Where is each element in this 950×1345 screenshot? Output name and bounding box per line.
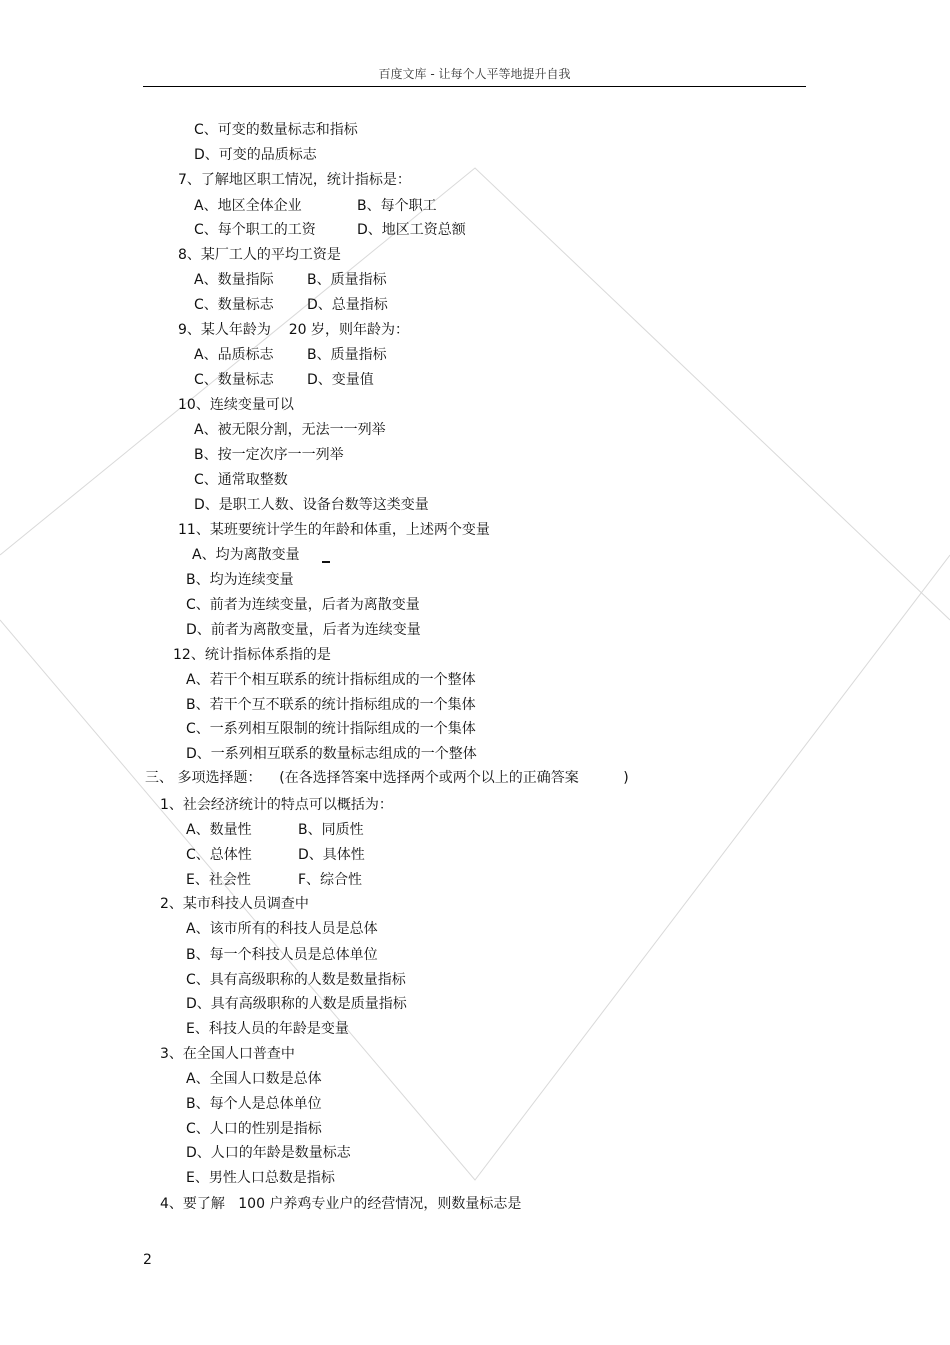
answer-option: A、该市所有的科技人员是总体 — [186, 921, 378, 937]
answer-option: D、总量指标 — [307, 297, 388, 313]
answer-option: F、综合性 — [298, 872, 363, 888]
answer-option: D、具体性 — [298, 847, 365, 863]
answer-option: C、一系列相互限制的统计指际组成的一个集体 — [186, 721, 476, 737]
question-line: 7、了解地区职工情况，统计指标是： — [178, 172, 411, 188]
answer-option: A、数量性 — [186, 822, 252, 838]
answer-option: B、质量指标 — [307, 272, 387, 288]
answer-option: D、具有高级职称的人数是质量指标 — [186, 996, 407, 1012]
answer-option: A、数量指际 — [194, 272, 274, 288]
answer-option: A、品质标志 — [194, 347, 274, 363]
question-line: 8、某厂工人的平均工资是 — [178, 247, 341, 263]
answer-option: B、质量指标 — [307, 347, 387, 363]
question-line: 10、连续变量可以 — [178, 397, 294, 413]
text-cursor-mark — [322, 561, 330, 563]
question-line: 4、要了解 100 户养鸡专业户的经营情况，则数量标志是 — [160, 1196, 522, 1212]
page-header: 百度文库 - 让每个人平等地提升自我 — [143, 64, 806, 87]
answer-option: B、同质性 — [298, 822, 364, 838]
answer-option: C、人口的性别是指标 — [186, 1121, 322, 1137]
answer-option: D、前者为离散变量，后者为连续变量 — [186, 622, 421, 638]
page-number: 2 — [143, 1252, 152, 1268]
answer-option: D、可变的品质标志 — [194, 147, 317, 163]
question-line: 9、某人年龄为 20 岁，则年龄为： — [178, 322, 409, 338]
answer-option: D、变量值 — [307, 372, 374, 388]
answer-option: B、每个职工 — [357, 198, 437, 214]
answer-option: E、男性人口总数是指标 — [186, 1170, 335, 1186]
answer-option: D、一系列相互联系的数量标志组成的一个整体 — [186, 746, 477, 762]
answer-option: B、若干个互不联系的统计指标组成的一个集体 — [186, 697, 476, 713]
answer-option: A、地区全体企业 — [194, 198, 302, 214]
answer-option: C、通常取整数 — [194, 472, 288, 488]
answer-option: C、数量标志 — [194, 372, 274, 388]
answer-option: B、按一定次序一一列举 — [194, 447, 344, 463]
answer-option: C、数量标志 — [194, 297, 274, 313]
answer-option: E、社会性 — [186, 872, 251, 888]
question-line: 2、某市科技人员调查中 — [160, 896, 309, 912]
answer-option: D、地区工资总额 — [357, 222, 466, 238]
section-heading: 三、 多项选择题： (在各选择答案中选择两个或两个以上的正确答案 ) — [145, 770, 629, 786]
answer-option: D、人口的年龄是数量标志 — [186, 1145, 351, 1161]
answer-option: D、是职工人数、设备台数等这类变量 — [194, 497, 429, 513]
answer-option: A、若干个相互联系的统计指标组成的一个整体 — [186, 672, 476, 688]
answer-option: C、可变的数量标志和指标 — [194, 122, 358, 138]
answer-option: C、每个职工的工资 — [194, 222, 316, 238]
answer-option: B、每个人是总体单位 — [186, 1096, 322, 1112]
answer-option: A、被无限分割，无法一一列举 — [194, 422, 386, 438]
question-line: 12、统计指标体系指的是 — [173, 647, 331, 663]
answer-option: A、均为离散变量 — [192, 547, 300, 563]
answer-option: C、具有高级职称的人数是数量指标 — [186, 972, 406, 988]
answer-option: B、每一个科技人员是总体单位 — [186, 947, 378, 963]
answer-option: C、总体性 — [186, 847, 252, 863]
answer-option: E、科技人员的年龄是变量 — [186, 1021, 349, 1037]
answer-option: B、均为连续变量 — [186, 572, 294, 588]
question-line: 1、社会经济统计的特点可以概括为： — [160, 797, 393, 813]
answer-option: C、前者为连续变量，后者为离散变量 — [186, 597, 420, 613]
question-line: 3、在全国人口普查中 — [160, 1046, 295, 1062]
answer-option: A、全国人口数是总体 — [186, 1071, 322, 1087]
question-line: 11、某班要统计学生的年龄和体重，上述两个变量 — [178, 522, 490, 538]
